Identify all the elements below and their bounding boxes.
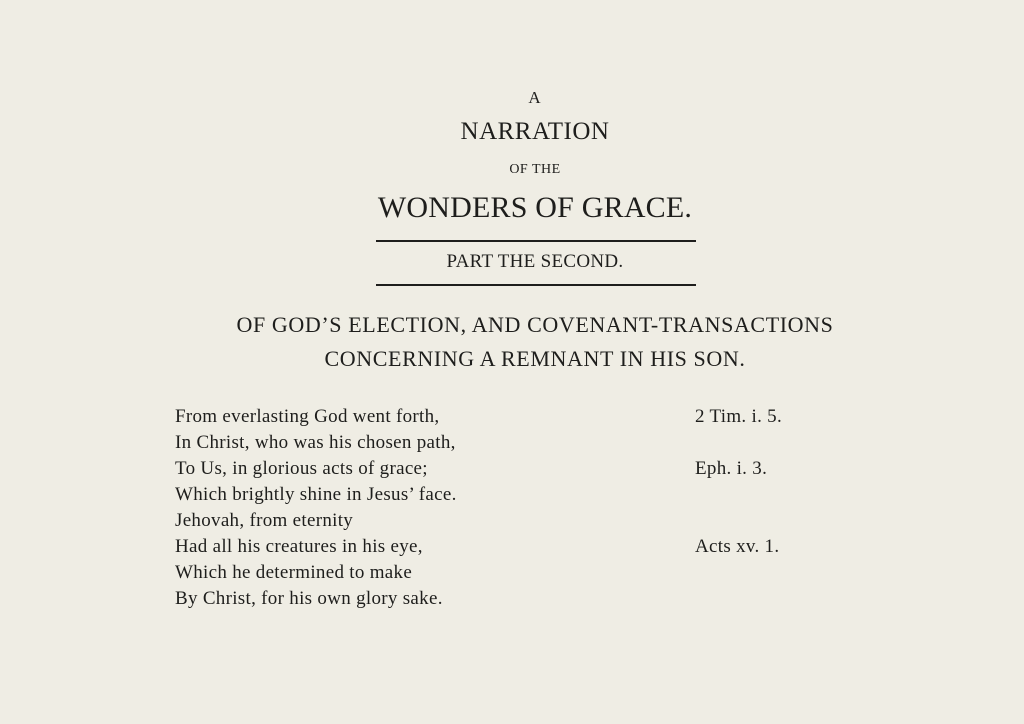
verse-text: Had all his creatures in his eye,: [175, 536, 423, 557]
title-wonders-of-grace: WONDERS OF GRACE.: [377, 191, 693, 224]
title-narration: NARRATION: [460, 118, 610, 145]
verse-line: [175, 586, 875, 612]
verse-text: Jehovah, from eternity: [175, 510, 354, 531]
verse-line: [175, 404, 875, 430]
section-subtitle-line-1: OF GOD’S ELECTION, AND COVENANT-TRANSACTIONS: [236, 312, 834, 337]
part-heading: PART THE SECOND.: [446, 251, 624, 272]
verse-text: Which he determined to make: [175, 562, 413, 583]
verse-text: To Us, in glorious acts of grace;: [175, 458, 428, 479]
title-article: A: [528, 88, 542, 107]
scripture-reference: 2 Tim. i. 5.: [695, 406, 783, 427]
verse-line: [175, 482, 875, 508]
verse-text: Which brightly shine in Jesus’ face.: [175, 484, 457, 505]
verse-line: [175, 534, 875, 560]
section-subtitle-line-2: CONCERNING A REMNANT IN HIS SON.: [324, 346, 746, 371]
title-of-the: OF THE: [509, 162, 561, 177]
divider-bottom: [376, 284, 696, 286]
verse-text: From everlasting God went forth,: [175, 406, 440, 427]
verse-line: [175, 560, 875, 586]
verse-line: [175, 430, 875, 456]
scripture-reference: Eph. i. 3.: [695, 458, 768, 479]
verse-text: By Christ, for his own glory sake.: [175, 588, 443, 609]
verse-line: [175, 508, 875, 534]
verse-block: [175, 404, 875, 612]
verse-text: In Christ, who was his chosen path,: [175, 432, 456, 453]
scripture-reference: Acts xv. 1.: [695, 536, 780, 557]
verse-line: [175, 456, 875, 482]
divider-top: [376, 240, 696, 242]
